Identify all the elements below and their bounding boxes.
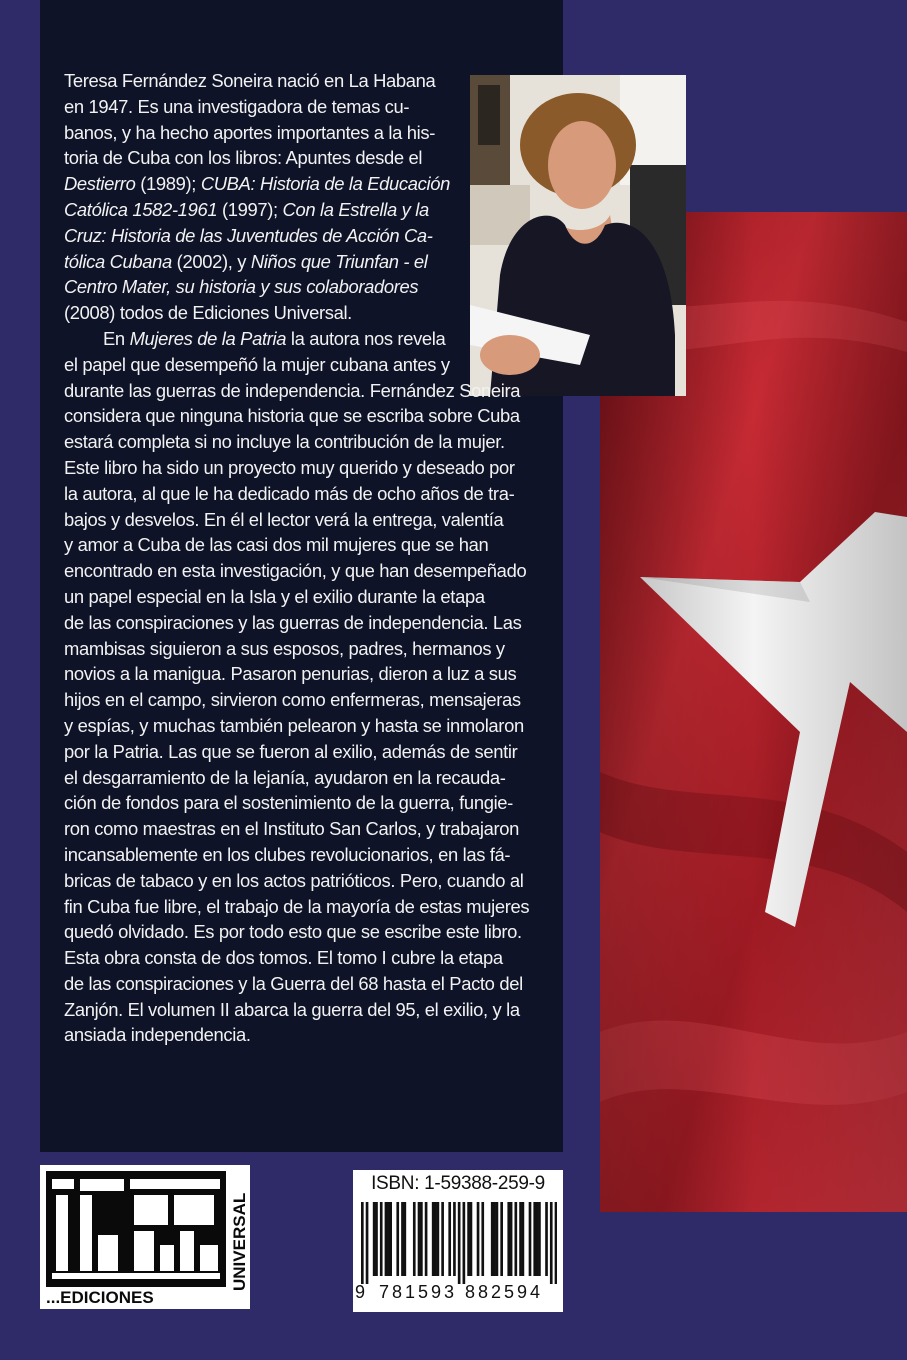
barcode-bar: [373, 1202, 376, 1276]
barcode-bar: [507, 1202, 510, 1276]
bio-paragraph-2: [64, 326, 542, 1048]
bio-line: por la Patria. Las que se fueron al exilio, además de sentir: [64, 740, 518, 762]
isbn-barcode: [353, 1170, 563, 1312]
bio-line: en 1947. Es una investigadora de temas cu-: [64, 95, 410, 117]
bio-line: hijos en el campo, sirvieron como enfermeras, mensajeras: [64, 689, 521, 711]
barcode-bar: [500, 1202, 503, 1276]
barcode-bar: [404, 1202, 407, 1276]
barcode-bar: [389, 1202, 392, 1276]
barcode-bar: [545, 1202, 548, 1276]
bio-line: Católica 1582-1961 (1997); Con la Estrella y la: [64, 198, 429, 220]
barcode-bar: [555, 1202, 557, 1284]
barcode-bar: [437, 1202, 440, 1276]
bio-line: de las conspiraciones y las guerras de independencia. Las: [64, 611, 522, 633]
barcode-bar: [481, 1202, 484, 1276]
barcode-bar: [453, 1202, 456, 1276]
bio-line: ron como maestras en el Instituto San Carlos, y trabajaron: [64, 818, 520, 840]
barcode-bar: [467, 1202, 470, 1276]
barcode-bar: [401, 1202, 404, 1276]
barcode-bar: [477, 1202, 480, 1276]
barcode-bar: [538, 1202, 541, 1276]
bio-line: Zanjón. El volumen II abarca la guerra del 95, el exilio, y la: [64, 998, 520, 1020]
bio-line: Destierro (1989); CUBA: Historia de la Educación: [64, 173, 450, 195]
bio-line: y espías, y muchas también pelearon y hasta se inmolaron: [64, 714, 524, 736]
barcode-bar: [458, 1202, 461, 1284]
bio-line: quedó olvidado. Es por todo esto que se escribe este libro.: [64, 921, 522, 943]
barcode-digit-first: 9: [355, 1282, 366, 1302]
barcode-bar: [448, 1202, 451, 1276]
barcode-bar: [441, 1202, 444, 1276]
bio-line: encontrado en esta investigación, y que han desempeñado: [64, 560, 527, 582]
bio-line: ción de fondos para el sostenimiento de la guerra, fungie-: [64, 792, 513, 814]
bio-line: de las conspiraciones y la Guerra del 68 hasta el Pacto del: [64, 972, 523, 994]
barcode-bar: [510, 1202, 513, 1276]
bio-line: Esta obra consta de dos tomos. El tomo I cubre la etapa: [64, 947, 503, 969]
bio-line: un papel especial en la Isla y el exilio durante la etapa: [64, 585, 485, 607]
barcode-bar: [425, 1202, 428, 1276]
barcode-bar: [396, 1202, 399, 1276]
bio-line: incansablemente en los clubes revolucionarios, en las fá-: [64, 843, 511, 865]
bio-line: Teresa Fernández Soneira nació en La Habana: [64, 70, 436, 91]
bio-line: bajos y desvelos. En él el lector verá la entrega, valentía: [64, 508, 504, 530]
bio-line: el papel que desempeñó la mujer cubana antes y: [64, 353, 450, 375]
barcode-bar: [470, 1202, 473, 1276]
barcode-bar: [387, 1202, 390, 1276]
barcode-bar: [496, 1202, 499, 1276]
bio-line: banos, y ha hecho aportes importantes a la his-: [64, 121, 436, 143]
bio-line: tólica Cubana (2002), y Niños que Triunfan - el: [64, 250, 428, 272]
barcode-digits-left: 781593: [379, 1282, 458, 1302]
bio-line: fin Cuba fue libre, el trabajo de la mayoría de estas mujeres: [64, 895, 530, 917]
bio-line: ansiada independencia.: [64, 1024, 251, 1046]
bio-line: (2008) todos de Ediciones Universal.: [64, 302, 352, 324]
barcode-bar: [514, 1202, 517, 1276]
barcode-bar: [366, 1202, 369, 1284]
barcode-bar: [493, 1202, 496, 1276]
barcode-bar: [361, 1202, 364, 1284]
barcode-bar: [420, 1202, 423, 1276]
logo-ediciones-text: ...EDICIONES: [46, 1288, 154, 1307]
barcode-bar: [533, 1202, 536, 1276]
barcode-bar: [434, 1202, 437, 1276]
bio-line: y amor a Cuba de las casi dos mil mujeres que se han: [64, 534, 489, 556]
isbn-label: ISBN: 1-59388-259-9: [371, 1173, 545, 1194]
bio-paragraph-1: [64, 68, 462, 326]
bio-line: En Mujeres de la Patria la autora nos revela: [103, 327, 446, 349]
barcode-bars: [361, 1202, 557, 1284]
bio-line: Este libro ha sido un proyecto muy querido y deseado por: [64, 456, 515, 478]
bio-line: estará completa si no incluye la contribución de la mujer.: [64, 431, 505, 453]
barcode-bar: [380, 1202, 383, 1276]
bio-line: el desgarramiento de la lejanía, ayudaron en la recauda-: [64, 766, 506, 788]
barcode-digits-right: 882594: [465, 1282, 544, 1302]
bio-line: la autora, al que le ha dedicado más de ocho años de tra-: [64, 482, 515, 504]
bio-line: novios a la manigua. Pasaron penurias, dieron a luz a sus: [64, 663, 517, 685]
barcode-bar: [519, 1202, 522, 1276]
barcode-bar: [418, 1202, 421, 1276]
bio-line: Centro Mater, su historia y sus colaboradores: [64, 276, 419, 298]
barcode-bar: [550, 1202, 553, 1284]
barcode-bar: [413, 1202, 416, 1276]
author-biography: [64, 68, 542, 1048]
barcode-bar: [536, 1202, 539, 1276]
bio-line: considera que ninguna historia que se escriba sobre Cuba: [64, 405, 520, 427]
barcode-bar: [432, 1202, 435, 1276]
bio-line: mambisas siguieron a sus esposos, padres, hermanos y: [64, 637, 505, 659]
barcode-bar: [529, 1202, 532, 1276]
ediciones-universal-logo: [40, 1165, 250, 1309]
barcode-bar: [491, 1202, 494, 1276]
bio-line: bricas de tabaco y en los actos patrióticos. Pero, cuando al: [64, 869, 524, 891]
bio-line: toria de Cuba con los libros: Apuntes desde el: [64, 147, 423, 169]
bio-line: Cruz: Historia de las Juventudes de Acción Ca-: [64, 224, 433, 246]
logo-universal-text: UNIVERSAL: [230, 1192, 249, 1291]
barcode-bar: [385, 1202, 388, 1276]
bio-line: durante las guerras de independencia. Fernández Soneira: [64, 379, 521, 401]
barcode-bar: [375, 1202, 378, 1276]
barcode-bar: [522, 1202, 525, 1276]
barcode-bar: [463, 1202, 466, 1284]
